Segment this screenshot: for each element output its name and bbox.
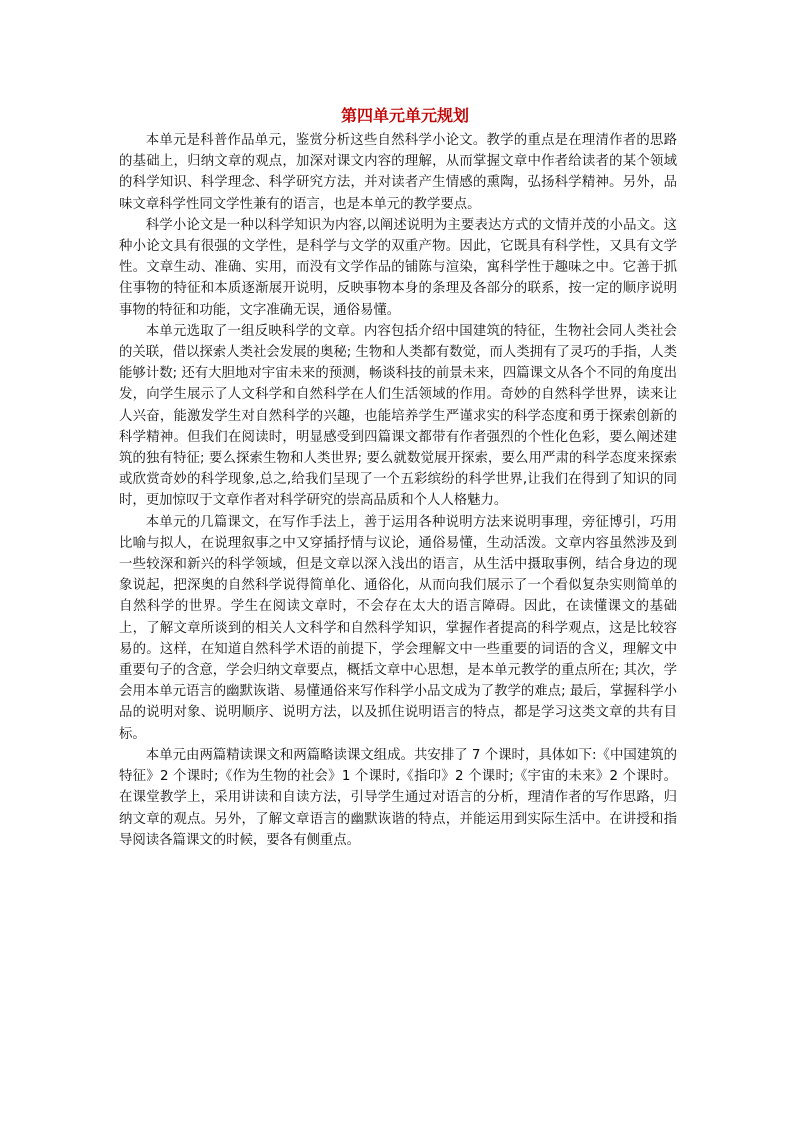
page-title: 第四单元单元规划 [340,106,469,125]
paragraph-schedule: 本单元由两篇精读课文和两篇略读课文组成。共安排了 7 个课时，具体如下:《中国建筑的特征》2 个课时;《作为生物的社会》1 个课时,《指印》2 个课时;《宇宙的未来》2 个课时。在课堂教学上，采用讲读和自读方法，引导学生通过对语言的分析，理清作者的写作思路，归纳文章的观点。另外，了解文章语言的幽默诙谐的特点，并能运用到实际生活中。在讲授和指导阅读各篇课文的时候，要各有侧重点。 [119,747,677,848]
paragraph-intro: 本单元是科普作品单元，鉴赏分析这些自然科学小论文。教学的重点是在理清作者的思路的基础上，归纳文章的观点，加深对课文内容的理解，从而掌握文章中作者给读者的某个领域的科学知识、科学理念、科学研究方法，并对读者产生情感的熏陶，弘扬科学精神。另外，品味文章科学性同文学性兼有的语言，也是本单元的教学要点。 [119,133,677,212]
document-page [119,105,677,851]
paragraph-essay-definition: 科学小论文是一种以科学知识为内容,以阐述说明为主要表达方式的文情并茂的小品文。这种小论文具有很强的文学性，是科学与文学的双重产物。因此，它既具有科学性，又具有文学性。文章生动、准确、实用，而没有文学作品的铺陈与渲染，寓科学性于趣味之中。它善于抓住事物的特征和本质逐渐展开说明，反映事物本身的条理及各部分的联系，按一定的顺序说明事物的特征和功能，文字准确无误，通俗易懂。 [119,217,677,318]
paragraph-unit-content: 本单元选取了一组反映科学的文章。内容包括介绍中国建筑的特征，生物社会同人类社会的关联，借以探索人类社会发展的奥秘; 生物和人类都有数觉，而人类拥有了灵巧的手指，人类能够计数; 还有大胆地对宇宙未来的预测，畅谈科技的前景未来，四篇课文从各个不同的角度出发，向学生展示了人文科学和自然科学在人们生活领域的作用。奇妙的自然科学世界，读来让人兴奋，能激发学生对自然科学的兴趣，也能培养学生严谨求实的科学态度和勇于探索创新的科学精神。但我们在阅读时，明显感受到四篇课文都带有作者强烈的个性化色彩，要么阐述建筑的独有特征; 要么探索生物和人类世界; 要么就数觉展开探索，要么用严肃的科学态度来探索或欣赏奇妙的科学现象,总之,给我们呈现了一个五彩缤纷的科学世界,让我们在得到了知识的同时，更加惊叹于文章作者对科学研究的崇高品质和个人人格魅力。 [119,323,677,509]
paragraph-writing-methods: 本单元的几篇课文，在写作手法上，善于运用各种说明方法来说明事理，旁征博引，巧用比喻与拟人，在说理叙事之中又穿插抒情与议论，通俗易懂，生动活泼。文章内容虽然涉及到一些较深和新兴的科学领域，但是文章以深入浅出的语言，从生活中摄取事例，结合身边的现象说起，把深奥的自然科学说得简单化、通俗化，从而向我们展示了一个看似复杂实则简单的自然科学的世界。学生在阅读文章时，不会存在太大的语言障碍。因此，在读懂课文的基础上，了解文章所谈到的相关人文科学和自然科学知识，掌握作者提高的科学观点，这是比较容易的。这样，在知道自然科学术语的前提下，学会理解文中一些重要的词语的含义，理解文中重要句子的含意，学会归纳文章要点，概括文章中心思想，是本单元教学的重点所在; 其次，学会用本单元语言的幽默诙谐、易懂通俗来写作科学小品文成为了教学的难点; 最后，掌握科学小品的说明对象、说明顺序、说明方法，以及抓住说明语言的特点，都是学习这类文章的共有目标。 [119,514,677,742]
